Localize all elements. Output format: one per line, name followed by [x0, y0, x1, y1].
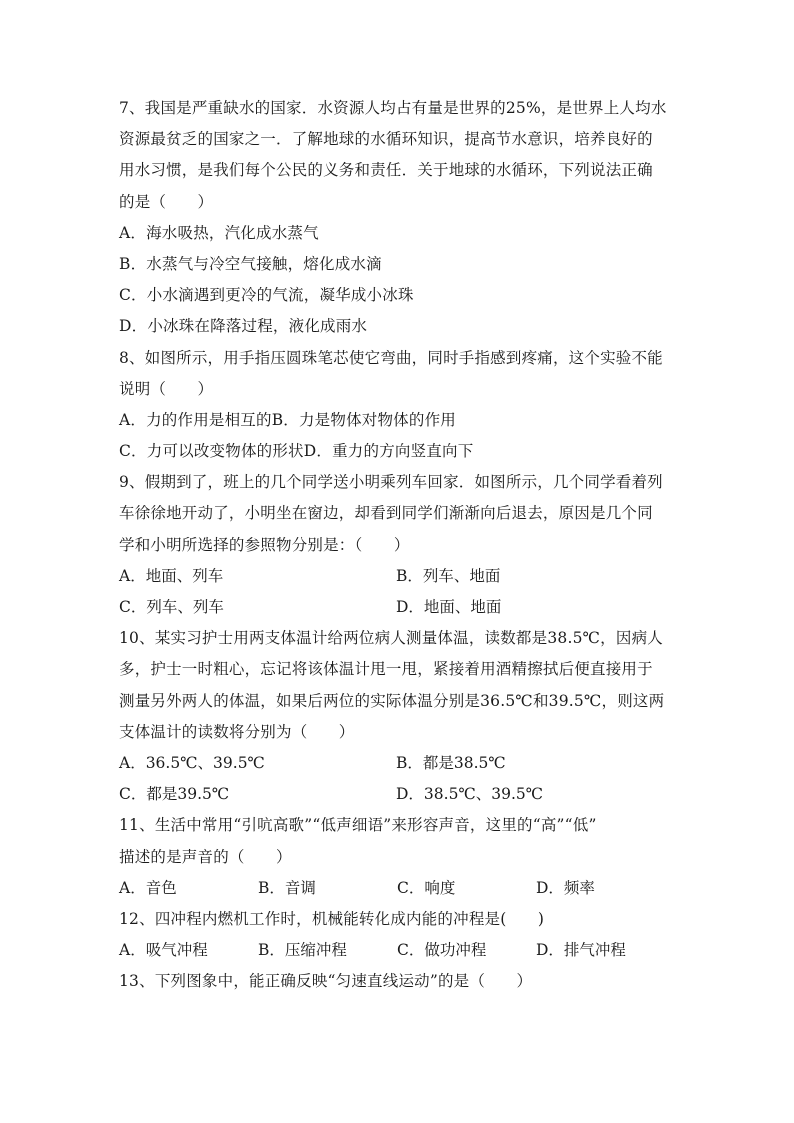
- question-10-option-b: B．都是38.5℃: [396, 753, 506, 772]
- question-10-option-a: A．36.5℃、39.5℃: [119, 753, 265, 772]
- question-12: [119, 904, 679, 966]
- question-9-options-row: [119, 561, 679, 592]
- question-10: [119, 623, 679, 810]
- question-7: [119, 93, 679, 343]
- question-12-option-d: D．排气冲程: [536, 941, 626, 960]
- question-11: [119, 810, 679, 904]
- question-11-option-d: D．频率: [536, 878, 595, 897]
- question-10-text-line: 多，护士一时粗心，忘记将该体温计甩一甩，紧接着用酒精擦拭后便直接用于: [119, 660, 653, 679]
- question-12-option-b: B．压缩冲程: [258, 941, 347, 960]
- question-8-text-line: 8、如图所示，用手指压圆珠笔芯使它弯曲，同时手指感到疼痛，这个实验不能: [119, 348, 663, 367]
- question-9: [119, 467, 679, 623]
- question-8: [119, 343, 679, 468]
- exam-page: [119, 93, 679, 997]
- question-7-text-line: 的是（ ）: [119, 192, 214, 211]
- question-9-option-d: D．地面、地面: [396, 598, 502, 616]
- question-11-text-line: 描述的是声音的（ ）: [119, 847, 292, 866]
- question-10-options-row: [119, 779, 679, 810]
- question-11-options-row: [119, 873, 679, 904]
- question-7-text-line: 资源最贫乏的国家之一．了解地球的水循环知识，提高节水意识，培养良好的: [119, 130, 653, 149]
- question-9-option-a: A．地面、列车: [119, 566, 224, 585]
- question-10-text-line: 10、某实习护士用两支体温计给两位病人测量体温，读数都是38.5℃，因病人: [119, 629, 663, 648]
- question-7-option-c: C．小水滴遇到更冷的气流，凝华成小冰珠: [119, 286, 414, 305]
- question-9-option-c: C．列车、列车: [119, 598, 224, 616]
- question-10-text-line: 支体温计的读数将分别为（ ）: [119, 722, 355, 741]
- question-7-option-a: A．海水吸热，汽化成水蒸气: [119, 223, 319, 242]
- question-8-options-cd: C．力可以改变物体的形状D．重力的方向竖直向下: [119, 442, 474, 461]
- question-13: [119, 966, 679, 997]
- question-9-options-row: [119, 592, 679, 623]
- question-8-text-line: 说明（ ）: [119, 379, 214, 398]
- question-12-option-c: C．做功冲程: [397, 941, 487, 960]
- question-12-option-a: A．吸气冲程: [119, 941, 208, 960]
- question-9-text-line: 学和小明所选择的参照物分别是：（ ）: [119, 535, 410, 554]
- question-9-option-b: B．列车、地面: [396, 566, 501, 585]
- question-11-option-a: A．音色: [119, 878, 177, 897]
- question-10-text-line: 测量另外两人的体温，如果后两位的实际体温分别是36.5℃和39.5℃，则这两: [119, 691, 665, 710]
- question-11-option-b: B．音调: [258, 878, 316, 897]
- question-13-text-line: 13、下列图象中，能正确反映“匀速直线运动”的是（ ）: [119, 972, 533, 991]
- question-10-option-d: D．38.5℃、39.5℃: [396, 785, 544, 804]
- question-9-text-line: 9、假期到了，班上的几个同学送小明乘列车回家．如图所示，几个同学看着列: [119, 473, 663, 492]
- question-8-options-ab: A．力的作用是相互的B．力是物体对物体的作用: [119, 410, 456, 429]
- question-7-option-d: D．小冰珠在降落过程，液化成雨水: [119, 317, 368, 336]
- question-11-option-c: C．响度: [397, 878, 456, 897]
- question-7-text-line: 7、我国是严重缺水的国家．水资源人均占有量是世界的25%，是世界上人均水: [119, 99, 667, 117]
- question-11-text-line: 11、生活中常用“引吭高歌”“低声细语”来形容声音，这里的“高”“低”: [119, 816, 597, 835]
- question-9-text-line: 车徐徐地开动了，小明坐在窗边，却看到同学们渐渐向后退去，原因是几个同: [119, 504, 653, 523]
- question-10-options-row: [119, 748, 679, 779]
- question-12-options-row: [119, 935, 679, 966]
- question-12-text-line: 12、四冲程内燃机工作时，机械能转化成内能的冲程是( ): [119, 909, 545, 928]
- question-7-text-line: 用水习惯，是我们每个公民的义务和责任．关于地球的水循环，下列说法正确: [119, 161, 653, 180]
- question-10-option-c: C．都是39.5℃: [119, 785, 230, 804]
- question-7-option-b: B．水蒸气与冷空气接触，熔化成水滴: [119, 254, 382, 273]
